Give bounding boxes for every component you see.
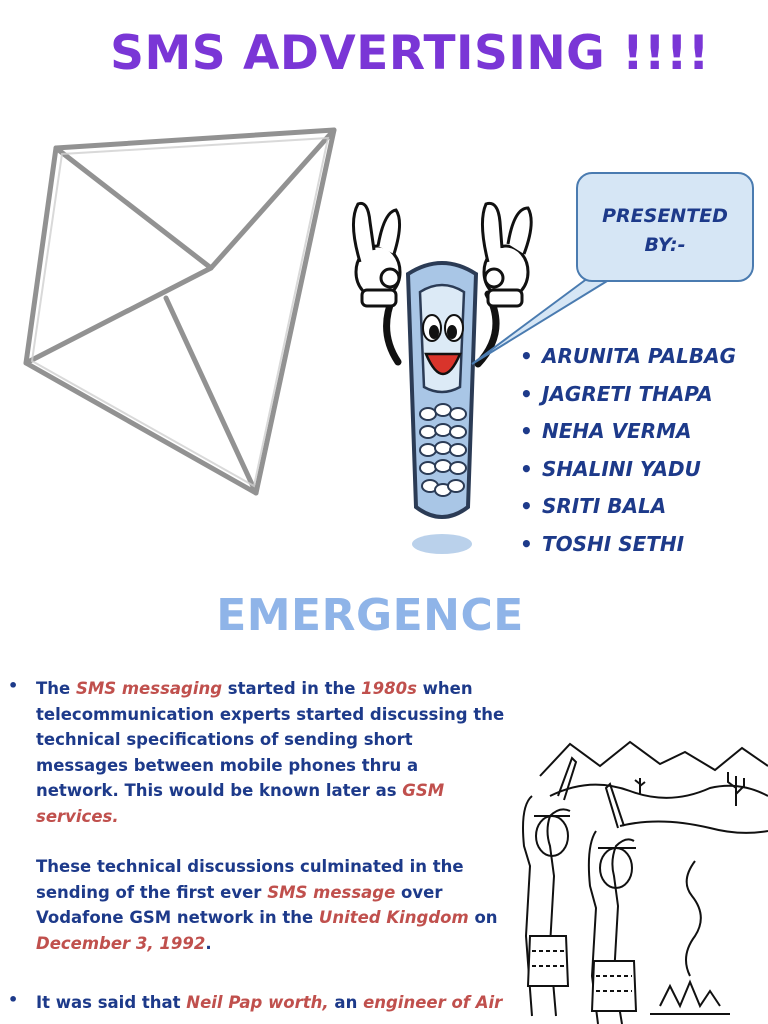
envelope-icon: [16, 118, 346, 503]
highlight-text: SMS messaging: [75, 679, 223, 698]
text-run: It was said that: [36, 993, 187, 1012]
presenter-name: TOSHI SETHI: [542, 531, 685, 556]
presented-by-callout: [576, 172, 754, 282]
list-item: [520, 451, 736, 489]
presenter-list: [520, 338, 736, 564]
list-item: [520, 413, 736, 451]
paragraph-neil-papworth: [36, 990, 506, 1016]
list-item: [520, 526, 736, 564]
highlight-text: December 3, 1992: [36, 933, 206, 953]
cartoon-illustration: [510, 736, 768, 1024]
text-run: started in the: [222, 679, 362, 698]
bullet-icon: •: [520, 494, 533, 519]
callout-text-line2: BY:-: [644, 234, 686, 256]
text-run: when telecommunication experts started discussing the technical specifications of sending short messages between mobile phones thru a network. This would be known later as: [36, 679, 505, 800]
highlight-text: United Kingdom: [318, 908, 469, 927]
slide-title: SMS ADVERTISING !!!!: [110, 26, 710, 81]
text-run: .: [205, 933, 212, 953]
text-run: The: [36, 679, 76, 698]
paragraph-first-sms: [36, 854, 506, 956]
bullet-icon: •: [520, 344, 533, 368]
text-run: an: [328, 993, 364, 1012]
highlight-text: GSM services.: [36, 781, 445, 826]
presenter-name: SRITI BALA: [542, 494, 667, 519]
highlight-text: SMS message: [267, 882, 396, 902]
bullet-icon: •: [8, 676, 19, 695]
bullet-icon: •: [520, 419, 533, 444]
presenter-name: NEHA VERMA: [542, 419, 692, 444]
text-run: These technical discussions culminated in the sending of the first ever: [36, 857, 464, 902]
presenter-name: SHALINI YADU: [542, 456, 701, 481]
section-heading: EMERGENCE: [216, 590, 524, 641]
bullet-icon: •: [520, 531, 533, 556]
text-run: over Vodafone GSM network in the: [36, 882, 443, 927]
bullet-icon: •: [520, 381, 533, 406]
bullet-icon: •: [8, 990, 19, 1009]
highlight-text: engineer of Air: [363, 993, 503, 1012]
list-item: [520, 488, 736, 526]
presenter-name: ARUNITA PALBAG: [542, 344, 737, 368]
presenter-name: JAGRETI THAPA: [542, 381, 713, 406]
list-item: [520, 338, 736, 376]
text-run: on: [468, 908, 498, 927]
highlight-text: Neil Pap worth,: [186, 993, 329, 1012]
paragraph-sms-origin: [36, 676, 506, 829]
list-item: [520, 376, 736, 414]
callout-text-line1: PRESENTED: [602, 205, 728, 227]
bullet-icon: •: [520, 456, 533, 481]
highlight-text: 1980s: [361, 679, 417, 698]
